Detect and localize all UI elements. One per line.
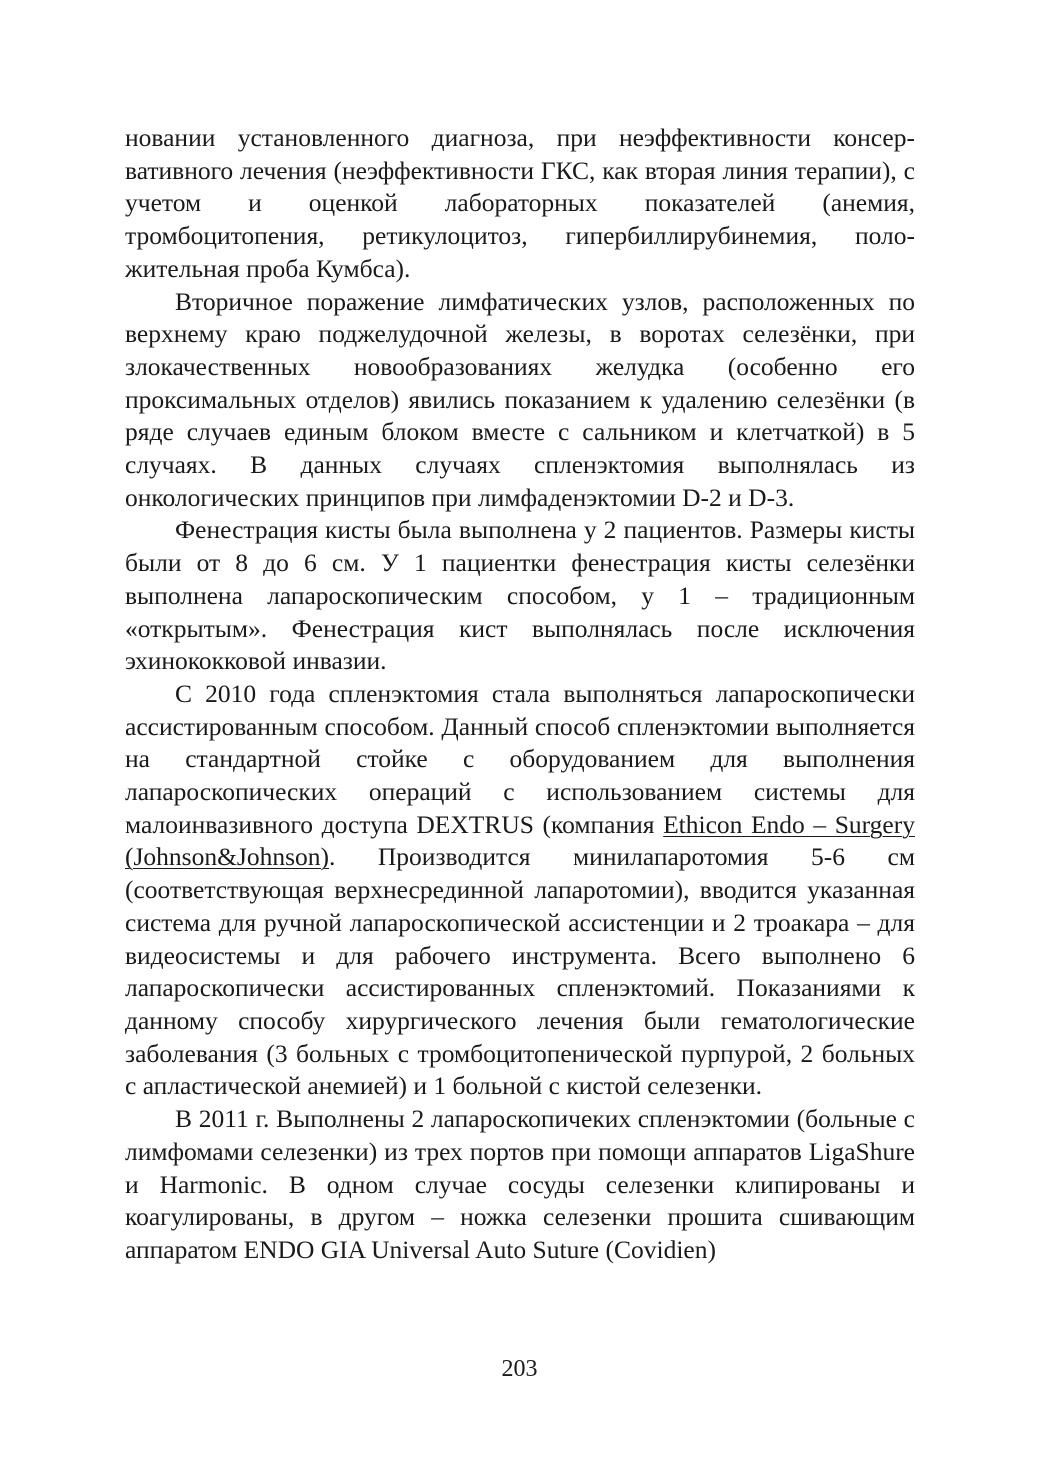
document-body: [125, 122, 915, 1267]
page-number: 203: [501, 1356, 538, 1382]
paragraph-4-text-start: С 2010 года спленэктомия стала выполняться лапароскопически ассистированным способом. Данный способ спленэктомии выполняется на стандартной стойке с оборудованием для выполнения лапароскопических операций с использованием системы для малоинвазивного доступа DEXTRUS (компания: [125, 678, 915, 839]
company-link[interactable]: Ethicon Endo – Surgery (Johnson&Johnson): [125, 809, 915, 872]
paragraph-2: Вторичное поражение лимфатических узлов, расположенных по верхнему краю поджелудочной железы, в воротах селезёнки, при злокачественных новообразованиях желудка (особенно его проксимальных отделов) явились показанием к удалению селезёнки (в ряде случаев единым блоком вместе с сальником и клетчаткой) в 5 случаях. В данных случаях спленэктомия выполнялась из онкологических принципов при лимфаденэктомии D-2 и D-3.: [125, 286, 915, 512]
paragraph-3: Фенестрация кисты была выполнена у 2 пациентов. Размеры кисты были от 8 до 6 см. У 1 пациентки фенестрация кисты селезёнки выполнена лапароскопическим способом, у 1 – традиционным «открытым». Фенестрация кист выполнялась после исключения эхинококковой инвазии.: [125, 515, 915, 676]
paragraph-1: новании установленного диагноза, при неэффективности консервативного лечения (неэффективности ГКС, как вторая линия терапии), с учетом и оценкой лабораторных показателей (анемия, тромбоцитопения, ретикулоцитоз, гипербиллирубинемия, положительная проба Кумбса).: [125, 123, 915, 283]
paragraph-4: [125, 678, 915, 1103]
paragraph-4-text-end: . Производится минилапаротомия 5-6 см (соответствующая верхнесрединной лапаротомии), вводится указанная система для ручной лапароскопической ассистенции и 2 троакара – для видеосистемы и для рабочего инструмента. Всего выполнено 6 лапароскопически ассистированных спленэктомий. Показаниями к данному способу хирургического лечения были гематологические заболевания (3 больных с тромбоцитопенической пурпурой, 2 больных с апластической анемией) и 1 больной с кистой селезенки.: [125, 842, 915, 1101]
paragraph-5: В 2011 г. Выполнены 2 лапароскопичеких спленэктомии (больные с лимфомами селезенки) из трех портов при помощи аппаратов LigaShure и Harmonic. В одном случае сосуды селезенки клипированы и коагулированы, в другом – ножка селезенки прошита сшивающим аппаратом ENDO GIA Universal Auto Suture (Covidien): [125, 1104, 915, 1264]
